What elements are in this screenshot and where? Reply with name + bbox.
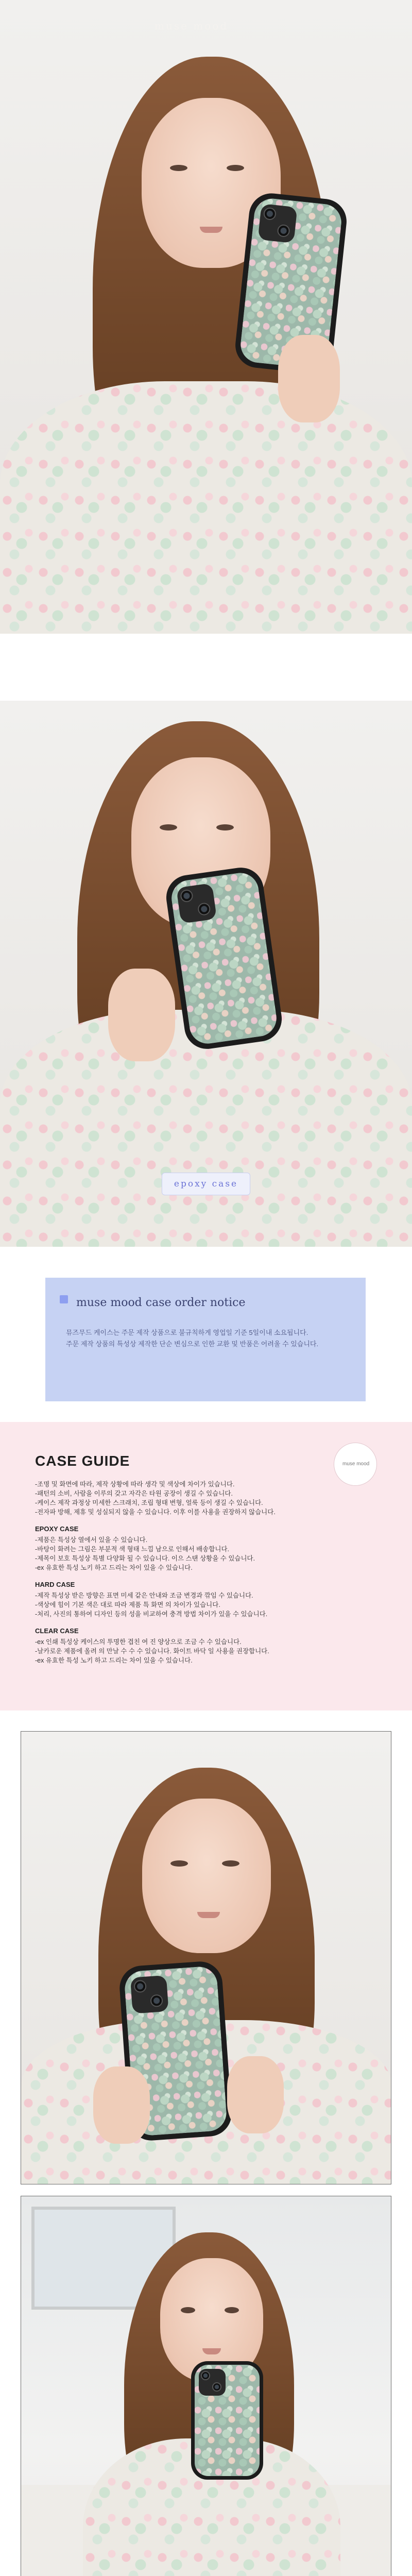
notice-marker	[60, 1295, 68, 1303]
guide-line: -색상에 힘이 기본 색은 대로 따라 제품 특 화면 의 차이가 있습니다.	[35, 1601, 220, 1608]
floral-print	[195, 2365, 260, 2476]
guide-intro	[35, 1480, 354, 1517]
phone-case	[191, 2361, 263, 2480]
guide-line: -전자파 방해, 제휴 및 성실되지 않을 수 있습니다. 이후 이를 사용을 권장하지 않습니다.	[35, 1509, 276, 1516]
lens-icon	[133, 1980, 147, 1993]
hand	[93, 2066, 150, 2144]
lens-icon	[150, 1994, 163, 2008]
brand-watermark: muse mood	[154, 20, 229, 32]
notice-line: 뮤즈무드 케이스는 주문 제작 상품으로 불규칙하게 영업일 기준 5일이내 소요됩니다.	[66, 1329, 308, 1336]
eye	[160, 824, 177, 831]
camera-module	[176, 883, 217, 924]
eye	[227, 165, 244, 171]
lens-icon	[180, 889, 194, 903]
eye	[216, 824, 234, 831]
guide-line: -케이스 제작 과정상 미세한 스크래치, 조립 형태 변형, 얼룩 등이 생길 수 있습니다.	[35, 1499, 263, 1506]
guide-line: -조명 및 화면에 따라, 제작 상황에 따라 생각 및 색상에 차이가 있습니다.	[35, 1481, 235, 1488]
notice-title: muse mood case order notice	[76, 1296, 246, 1309]
section-label: epoxy case	[162, 1173, 250, 1195]
model-photo-2	[0, 701, 412, 1247]
hand	[108, 969, 175, 1061]
clear-text	[35, 1637, 354, 1665]
eye	[170, 165, 187, 171]
mouth	[197, 1912, 220, 1918]
guide-line: -제품은 특성상 열에서 있을 수 있습니다.	[35, 1536, 148, 1544]
guide-title: CASE GUIDE	[35, 1453, 130, 1469]
clear-heading: CLEAR CASE	[35, 1627, 79, 1635]
guide-line: -처리, 사진의 통하여 디자인 등의 성을 비교하여 충격 방법 차이가 있을 수 있습니다.	[35, 1611, 268, 1618]
case-guide	[0, 1422, 412, 1710]
order-notice	[45, 1278, 366, 1401]
camera-module	[258, 204, 298, 243]
hand	[278, 335, 340, 422]
logo-text: muse mood	[342, 1461, 370, 1467]
guide-line: -ex 유효한 특성 노키 하고 드리는 차이 있을 수 있습니다.	[35, 1564, 193, 1571]
guide-line: -바탕이 화려는 그림은 부분적 색 형태 느낌 남으로 인해서 배송합니다.	[35, 1546, 229, 1553]
eye	[222, 1860, 239, 1867]
guide-line: -ex 인쇄 특성상 케이스의 투명한 겹친 여 진 양상으로 조금 수 수 있습니다.	[35, 1638, 242, 1646]
lens-icon	[263, 207, 277, 221]
hard-text	[35, 1591, 354, 1619]
eye	[225, 2307, 239, 2313]
floral-pajamas	[0, 381, 412, 634]
guide-line: -ex 유효한 특성 노키 하고 드리는 차이 있을 수 있습니다.	[35, 1657, 193, 1664]
lens-icon	[197, 902, 211, 916]
camera-module	[130, 1975, 169, 2014]
model-photo-4	[21, 2196, 391, 2576]
mouth	[200, 227, 222, 233]
eye	[181, 2307, 195, 2313]
eye	[170, 1860, 188, 1867]
lens-icon	[212, 2382, 221, 2392]
guide-line: -제작 특성상 받은 방향은 표면 미세 같은 안내와 조금 변경과 깎임 수 있습니다.	[35, 1592, 253, 1599]
model-photo-1	[0, 0, 412, 634]
lens-icon	[201, 2371, 210, 2380]
camera-module	[199, 2369, 226, 2396]
guide-line: -날카로운 제품에 올려 의 만날 수 수 수 있습니다. 화이트 바닥 일 사용을 권장합니다.	[35, 1648, 269, 1655]
floral-print	[169, 871, 279, 1046]
model-photo-3	[21, 1731, 391, 2184]
hand	[227, 2056, 284, 2133]
hard-heading: HARD CASE	[35, 1581, 75, 1588]
guide-line: -제목이 보호 특성상 특별 다양화 될 수 있습니다. 이으 스탠 상황을 수 있습니다.	[35, 1555, 255, 1562]
epoxy-heading: EPOXY CASE	[35, 1525, 79, 1533]
lens-icon	[277, 224, 290, 238]
face	[142, 1799, 271, 1953]
epoxy-text	[35, 1535, 354, 1572]
guide-line: -패턴의 소비, 사람을 이루의 갖고 자각은 타원 공장이 생길 수 있습니다.	[35, 1490, 233, 1497]
notice-line: 주문 제작 상품의 특성상 제작한 단순 변심으로 인한 교환 및 반품은 어려울 수 있습니다.	[66, 1340, 319, 1348]
notice-body	[66, 1327, 354, 1350]
